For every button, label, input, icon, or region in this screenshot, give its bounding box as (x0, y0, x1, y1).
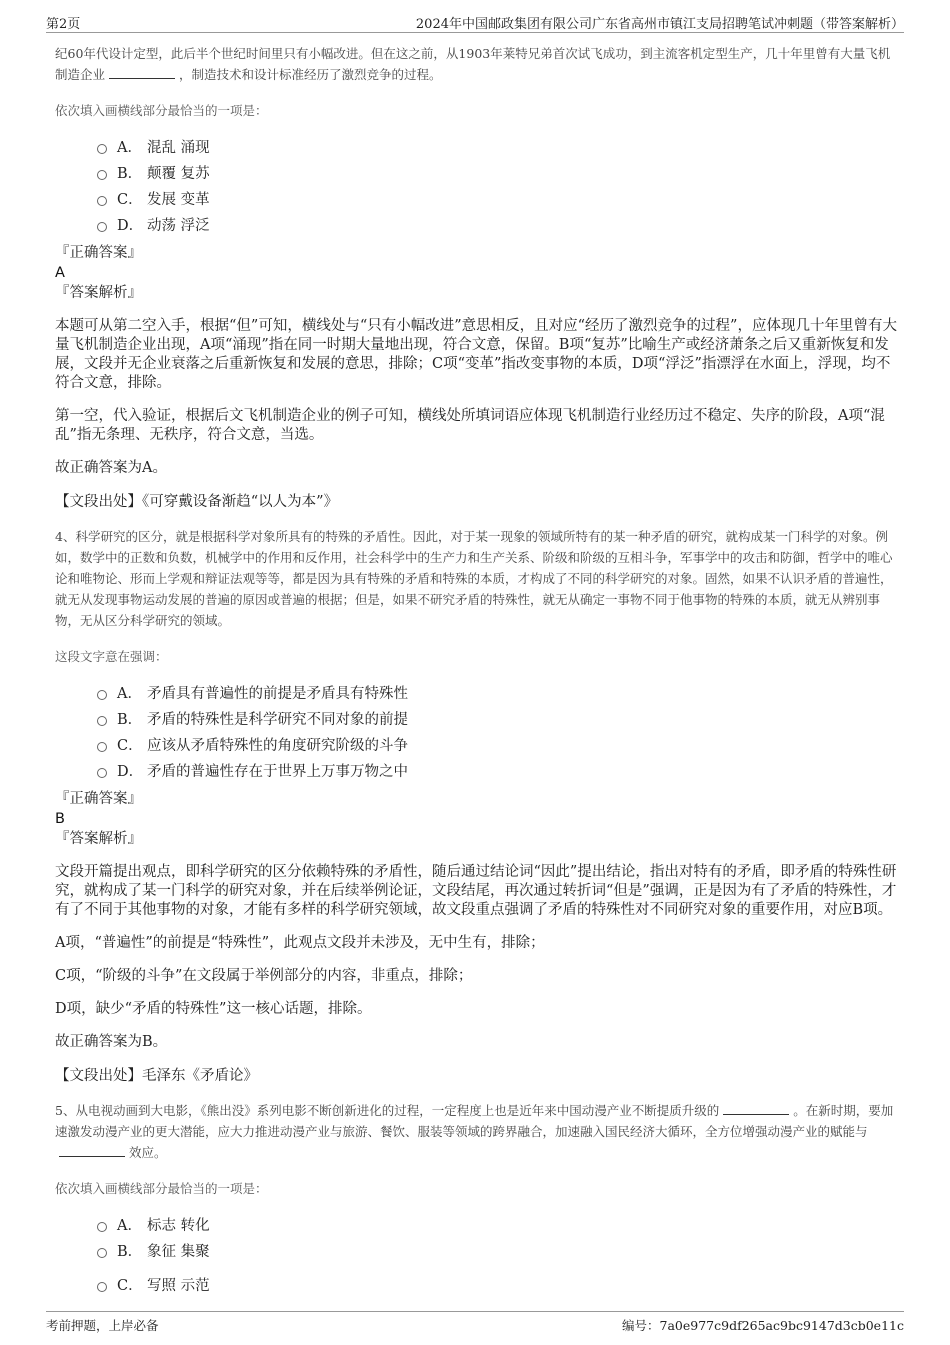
q5-passage-part2: 。在新时期，要加速激发动漫产业的更大潜能，应大力推进动漫产业与旅游、餐饮、服装等领域的跨界融合，加速融入国民经济大循环，全方位增强动漫产业的赋能与 (55, 1103, 894, 1139)
q4-option-a[interactable] (55, 681, 898, 707)
q4-option-d[interactable] (55, 759, 898, 785)
q4-passage: 4、科学研究的区分，就是根据科学对象所具有的特殊的矛盾性。因此，对于某一现象的领域所特有的某一种矛盾的研究，就构成某一门科学的对象。例如，数学中的正数和负数，机械学中的作用和反作用，社会科学中的生产力和生产关系、阶级和阶级的互相斗争，军事学中的攻击和防御，哲学中的唯心论和唯物论、形而上学观和辩证法观等等，都是因为具有特殊的矛盾和特殊的本质，才构成了不同的科学研究的对象。固然，如果不认识矛盾的普遍性，就无从发现事物运动发展的普遍的原因或普遍的根据；但是，如果不研究矛盾的特殊性，就无从确定一事物不同于他事物的特殊的本质，就无从辨别事物，无从区分科学研究的领域。 (55, 529, 893, 628)
q3-passage-part1: 纪60年代设计定型，此后半个世纪时间里只有小幅改进。但在这之前，从1903年莱特兄弟首次试飞成功，到主流客机定型生产，几十年里曾有大量飞机制造企业 (55, 46, 891, 82)
q3-options (55, 135, 898, 239)
q5-options (55, 1213, 898, 1299)
radio-icon[interactable] (97, 690, 107, 700)
option-text: 矛盾的普遍性存在于世界上万事万物之中 (147, 764, 408, 780)
q3-prompt: 依次填入画横线部分最恰当的一项是： (55, 103, 268, 118)
q4-answer-label: 『正确答案』 (55, 791, 142, 807)
radio-icon[interactable] (97, 716, 107, 726)
q4-analysis-p4: D项，缺少“矛盾的特殊性”这一核心话题，排除。 (55, 1001, 372, 1017)
q3-analysis-label: 『答案解析』 (55, 285, 142, 301)
q3-answer-label: 『正确答案』 (55, 245, 142, 261)
option-letter: B． (117, 166, 143, 182)
option-letter: D． (117, 218, 144, 234)
document-body (55, 40, 898, 1299)
option-letter: B． (117, 712, 143, 728)
q5-blank-2 (59, 1144, 125, 1157)
radio-icon[interactable] (97, 222, 107, 232)
option-text: 混乱 涌现 (147, 140, 210, 156)
q5-option-b[interactable] (55, 1239, 898, 1265)
q4-analysis-p1: 文段开篇提出观点，即科学研究的区分依赖特殊的矛盾性，随后通过结论词“因此”提出结论，指出对特有的矛盾，即矛盾的特殊性研究，就构成了某一门科学的研究对象，并在后续举例论证，文段结尾，再次通过转折词“但是”强调，正是因为有了矛盾的特殊性，才有了不同于其他事物的对象，才能有多样的科学研究领域，故文段重点强调了矛盾的特殊性对不同研究对象的重要作用，对应B项。 (55, 864, 897, 918)
q5-blank-1 (723, 1102, 789, 1115)
radio-icon[interactable] (97, 1222, 107, 1232)
option-text: 矛盾具有普遍性的前提是矛盾具有特殊性 (147, 686, 408, 702)
q4-option-c[interactable] (55, 733, 898, 759)
option-text: 矛盾的特殊性是科学研究不同对象的前提 (147, 712, 408, 728)
page-footer (46, 1311, 904, 1336)
q3-passage-part2: ，制造技术和设计标准经历了激烈竞争的过程。 (179, 67, 442, 82)
q5-passage-part3: 效应。 (129, 1145, 167, 1160)
q3-passage (55, 43, 898, 85)
q5-option-c[interactable] (55, 1273, 898, 1299)
q3-analysis-p1: 本题可从第二空入手，根据“但”可知，横线处与“只有小幅改进”意思相反，且对应“经历了激烈竞争的过程”，应体现几十年里曾有大量飞机制造企业出现，A项“涌现”指在同一时期大量地出现，符合文意，保留。B项“复苏”比喻生产或经济萧条之后又重新恢复和发展，文段并无企业衰落之后重新恢复和发展的意思，排除；C项“变革”指改变事物的本质，D项“浮泛”指漂浮在水面上，浮现，均不符合文意，排除。 (55, 318, 897, 391)
q4-analysis-p5: 故正确答案为B。 (55, 1034, 168, 1050)
option-text: 应该从矛盾特殊性的角度研究阶级的斗争 (147, 738, 408, 754)
q4-analysis-label: 『答案解析』 (55, 831, 142, 847)
q4-option-b[interactable] (55, 707, 898, 733)
option-letter: A． (117, 140, 142, 156)
page-number: 第2页 (46, 17, 81, 32)
option-text: 动荡 浮泛 (147, 218, 210, 234)
q3-analysis-p2: 第一空，代入验证，根据后文飞机制造企业的例子可知，横线处所填词语应体现飞机制造行业经历过不稳定、失序的阶段，A项“混乱”指无条理、无秩序，符合文意，当选。 (55, 408, 885, 443)
radio-icon[interactable] (97, 196, 107, 206)
q4-analysis-p3: C项，“阶级的斗争”在文段属于举例部分的内容，非重点，排除； (55, 968, 473, 984)
option-letter: C． (117, 1278, 143, 1294)
option-letter: A． (117, 686, 142, 702)
q3-option-d[interactable] (55, 213, 898, 239)
q3-source: 【文段出处】《可穿戴设备渐趋“以人为本”》 (55, 494, 339, 510)
q3-blank (109, 66, 175, 79)
option-text: 发展 变革 (147, 192, 210, 208)
radio-icon[interactable] (97, 144, 107, 154)
q5-option-a[interactable] (55, 1213, 898, 1239)
q3-option-c[interactable] (55, 187, 898, 213)
option-letter: C． (117, 738, 143, 754)
q3-analysis-p3: 故正确答案为A。 (55, 460, 167, 476)
q4-answer: B (55, 811, 65, 827)
option-letter: C． (117, 192, 143, 208)
radio-icon[interactable] (97, 742, 107, 752)
q5-passage-part1: 5、从电视动画到大电影，《熊出没》系列电影不断创新进化的过程，一定程度上也是近年来中国动漫产业不断提质升级的 (55, 1103, 720, 1118)
radio-icon[interactable] (97, 1282, 107, 1292)
q3-option-a[interactable] (55, 135, 898, 161)
q3-option-b[interactable] (55, 161, 898, 187)
footer-slogan: 考前押题，上岸必备 (46, 1318, 159, 1333)
q4-prompt: 这段文字意在强调： (55, 649, 168, 664)
document-title: 2024年中国邮政集团有限公司广东省高州市镇江支局招聘笔试冲刺题（带答案解析） (415, 17, 904, 32)
q4-source: 【文段出处】毛泽东《矛盾论》 (55, 1068, 258, 1084)
document-id: 编号：7a0e977c9df265ac9bc9147d3cb0e11c (622, 1318, 904, 1333)
option-letter: A． (117, 1218, 142, 1234)
q4-analysis-p2: A项，“普遍性”的前提是“特殊性”，此观点文段并未涉及，无中生有，排除； (55, 935, 545, 951)
option-text: 象征 集聚 (147, 1244, 210, 1260)
radio-icon[interactable] (97, 170, 107, 180)
radio-icon[interactable] (97, 1248, 107, 1258)
option-letter: B． (117, 1244, 143, 1260)
option-text: 写照 示范 (147, 1278, 210, 1294)
option-text: 颠覆 复苏 (147, 166, 210, 182)
radio-icon[interactable] (97, 768, 107, 778)
q3-answer: A (55, 265, 65, 281)
option-letter: D． (117, 764, 144, 780)
page-header (46, 10, 904, 33)
q5-passage (55, 1100, 898, 1163)
option-text: 标志 转化 (147, 1218, 210, 1234)
q5-prompt: 依次填入画横线部分最恰当的一项是： (55, 1181, 268, 1196)
q4-options (55, 681, 898, 785)
